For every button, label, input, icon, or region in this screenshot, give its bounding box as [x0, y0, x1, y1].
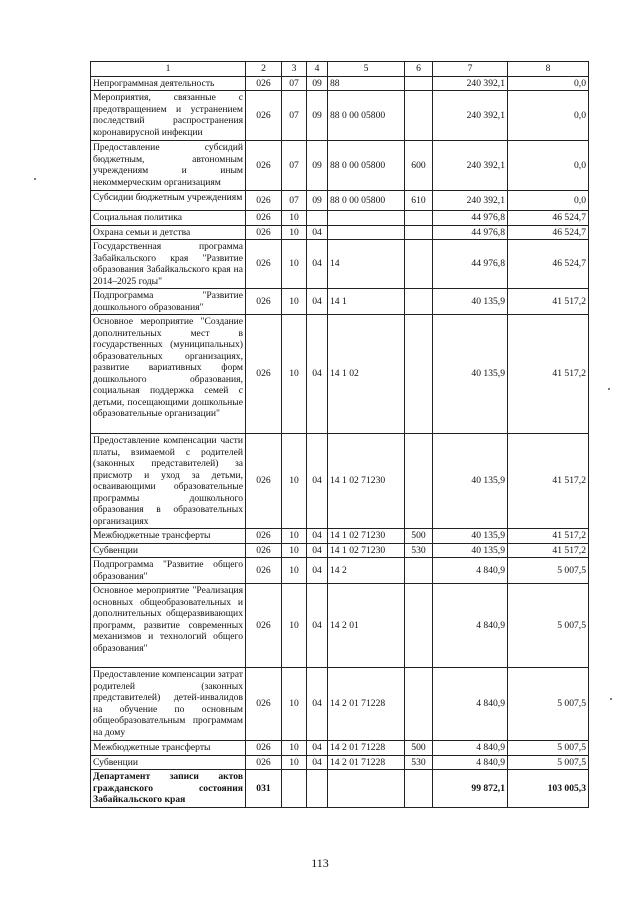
- row-amount-2024: 240 392,1: [433, 141, 508, 191]
- row-subsection: 04: [307, 741, 328, 756]
- row-amount-2025: 41 517,2: [508, 543, 589, 558]
- row-admin-code: 026: [246, 584, 282, 668]
- row-name: Подпрограмма "Развитие дошкольного образования": [91, 289, 246, 315]
- budget-table: [90, 61, 589, 808]
- row-target-article: 14 2 01 71228: [328, 741, 405, 756]
- row-target-article: 14 1 02 71230: [328, 529, 405, 544]
- row-section: 10: [282, 225, 307, 240]
- row-name: Подпрограмма "Развитие общего образования": [91, 558, 246, 584]
- row-expense-type: [405, 225, 433, 240]
- table-row: [91, 211, 589, 226]
- row-subsection: 09: [307, 141, 328, 191]
- row-section: 10: [282, 543, 307, 558]
- row-target-article: [328, 211, 405, 226]
- row-amount-2024: 4 840,9: [433, 668, 508, 741]
- row-name: Межбюджетные трансферты: [91, 741, 246, 756]
- row-subsection: 09: [307, 191, 328, 211]
- row-amount-2025: 103 005,3: [508, 770, 589, 808]
- table-row: [91, 770, 589, 808]
- row-admin-code: 026: [246, 529, 282, 544]
- row-admin-code: 026: [246, 755, 282, 770]
- row-subsection: [307, 211, 328, 226]
- row-target-article: 88 0 00 05800: [328, 191, 405, 211]
- row-admin-code: 026: [246, 668, 282, 741]
- row-subsection: 04: [307, 315, 328, 434]
- row-section: 10: [282, 558, 307, 584]
- row-target-article: 14 2 01 71228: [328, 755, 405, 770]
- table-header-row: [91, 62, 589, 77]
- row-subsection: 04: [307, 668, 328, 741]
- row-target-article: 14 2 01: [328, 584, 405, 668]
- row-amount-2025: 41 517,2: [508, 315, 589, 434]
- row-subsection: 04: [307, 584, 328, 668]
- row-subsection: 04: [307, 543, 328, 558]
- table-row: [91, 543, 589, 558]
- row-section: 10: [282, 315, 307, 434]
- row-subsection: [307, 770, 328, 808]
- row-admin-code: 026: [246, 543, 282, 558]
- row-subsection: 04: [307, 225, 328, 240]
- header-col-2: 2: [246, 62, 282, 77]
- row-amount-2024: 240 392,1: [433, 91, 508, 141]
- page-number: 113: [311, 856, 329, 870]
- row-admin-code: 026: [246, 211, 282, 226]
- row-expense-type: [405, 76, 433, 91]
- row-amount-2024: 240 392,1: [433, 76, 508, 91]
- row-expense-type: 530: [405, 543, 433, 558]
- row-name: Непрограммная деятельность: [91, 76, 246, 91]
- row-section: 10: [282, 668, 307, 741]
- table-row: [91, 289, 589, 315]
- row-subsection: 04: [307, 434, 328, 529]
- table-row: [91, 584, 589, 668]
- row-section: 07: [282, 91, 307, 141]
- row-target-article: 14: [328, 240, 405, 289]
- table-row: [91, 240, 589, 289]
- table-row: [91, 741, 589, 756]
- row-section: 07: [282, 141, 307, 191]
- row-target-article: 88 0 00 05800: [328, 141, 405, 191]
- row-name: Предоставление компенсации затрат родителей (законных представителей) детей-инвалидов на обучение по основным общеобразовательным программам на дому: [91, 668, 246, 741]
- row-amount-2024: 40 135,9: [433, 434, 508, 529]
- table-row: [91, 529, 589, 544]
- row-section: 07: [282, 191, 307, 211]
- header-col-5: 5: [328, 62, 405, 77]
- row-name: Мероприятия, связанные с предотвращением и устранением последствий распространения коронавирусной инфекции: [91, 91, 246, 141]
- row-section: 07: [282, 76, 307, 91]
- row-expense-type: 500: [405, 529, 433, 544]
- header-col-3: 3: [282, 62, 307, 77]
- row-amount-2025: 5 007,5: [508, 584, 589, 668]
- row-name: Субвенции: [91, 755, 246, 770]
- row-name: Субвенции: [91, 543, 246, 558]
- row-name: Социальная политика: [91, 211, 246, 226]
- row-expense-type: 500: [405, 741, 433, 756]
- row-target-article: 14 2: [328, 558, 405, 584]
- row-amount-2024: 99 872,1: [433, 770, 508, 808]
- header-col-8: 8: [508, 62, 589, 77]
- row-expense-type: [405, 91, 433, 141]
- row-name: Основное мероприятие "Реализация основных общеобразовательных и дополнительных общеразвивающих программ, развитие современных механизмов и технологий общего образования": [91, 584, 246, 668]
- row-amount-2025: 41 517,2: [508, 434, 589, 529]
- row-expense-type: [405, 434, 433, 529]
- row-target-article: 88 0 00 05800: [328, 91, 405, 141]
- row-amount-2024: 4 840,9: [433, 584, 508, 668]
- row-target-article: [328, 770, 405, 808]
- row-amount-2024: 4 840,9: [433, 741, 508, 756]
- table-row: [91, 191, 589, 211]
- row-admin-code: 026: [246, 191, 282, 211]
- row-amount-2025: 46 524,7: [508, 225, 589, 240]
- row-section: 10: [282, 211, 307, 226]
- row-admin-code: 026: [246, 141, 282, 191]
- table-row: [91, 76, 589, 91]
- row-subsection: 04: [307, 755, 328, 770]
- row-target-article: 14 1 02 71230: [328, 543, 405, 558]
- row-target-article: 88: [328, 76, 405, 91]
- row-expense-type: 600: [405, 141, 433, 191]
- row-expense-type: 610: [405, 191, 433, 211]
- row-admin-code: 026: [246, 240, 282, 289]
- row-amount-2024: 40 135,9: [433, 543, 508, 558]
- row-admin-code: 026: [246, 76, 282, 91]
- row-section: 10: [282, 584, 307, 668]
- table-row: [91, 225, 589, 240]
- row-name: Департамент записи актов гражданского состояния Забайкальского края: [91, 770, 246, 808]
- row-expense-type: [405, 289, 433, 315]
- row-amount-2024: 44 976,8: [433, 225, 508, 240]
- table-row: [91, 315, 589, 434]
- row-amount-2025: 0,0: [508, 191, 589, 211]
- scan-speck: [608, 388, 610, 390]
- row-amount-2024: 40 135,9: [433, 289, 508, 315]
- row-amount-2024: 4 840,9: [433, 558, 508, 584]
- row-name: Субсидии бюджетным учреждениям: [91, 191, 246, 211]
- row-name: Основное мероприятие "Создание дополнительных мест в государственных (муниципальных) образовательных организациях, развитие вариативных форм дошкольного образования, социальная поддержка семей с детьми, посещающими дошкольные образовательные организации": [91, 315, 246, 434]
- scan-speck: [34, 178, 36, 180]
- scan-speck: [610, 698, 612, 700]
- table-row: [91, 755, 589, 770]
- row-name: Предоставление субсидий бюджетным, автономным учреждениям и иным некоммерческим организациям: [91, 141, 246, 191]
- row-amount-2025: 41 517,2: [508, 529, 589, 544]
- row-target-article: 14 1 02 71230: [328, 434, 405, 529]
- row-admin-code: 026: [246, 315, 282, 434]
- row-expense-type: [405, 584, 433, 668]
- row-subsection: 04: [307, 240, 328, 289]
- row-expense-type: [405, 315, 433, 434]
- row-amount-2025: 5 007,5: [508, 558, 589, 584]
- row-section: 10: [282, 434, 307, 529]
- row-admin-code: 026: [246, 225, 282, 240]
- row-name: Предоставление компенсации части платы, взимаемой с родителей (законных представителей) за присмотр и уход за детьми, осваивающими образовательные программы дошкольного образования в образовательных организациях: [91, 434, 246, 529]
- row-amount-2025: 5 007,5: [508, 668, 589, 741]
- row-expense-type: 530: [405, 755, 433, 770]
- row-name: Охрана семьи и детства: [91, 225, 246, 240]
- row-target-article: 14 1: [328, 289, 405, 315]
- header-col-7: 7: [433, 62, 508, 77]
- row-amount-2024: 4 840,9: [433, 755, 508, 770]
- row-amount-2024: 44 976,8: [433, 211, 508, 226]
- table-row: [91, 558, 589, 584]
- row-subsection: 09: [307, 91, 328, 141]
- row-amount-2025: 0,0: [508, 141, 589, 191]
- row-subsection: 04: [307, 289, 328, 315]
- row-admin-code: 031: [246, 770, 282, 808]
- row-section: 10: [282, 529, 307, 544]
- row-expense-type: [405, 240, 433, 289]
- row-expense-type: [405, 668, 433, 741]
- row-amount-2025: 46 524,7: [508, 240, 589, 289]
- row-amount-2025: 0,0: [508, 76, 589, 91]
- row-admin-code: 026: [246, 741, 282, 756]
- row-amount-2025: 41 517,2: [508, 289, 589, 315]
- row-name: Межбюджетные трансферты: [91, 529, 246, 544]
- row-amount-2024: 40 135,9: [433, 315, 508, 434]
- row-subsection: 04: [307, 558, 328, 584]
- row-admin-code: 026: [246, 434, 282, 529]
- row-section: 10: [282, 240, 307, 289]
- row-expense-type: [405, 211, 433, 226]
- table-row: [91, 141, 589, 191]
- table-row: [91, 91, 589, 141]
- row-subsection: 04: [307, 529, 328, 544]
- row-amount-2024: 240 392,1: [433, 191, 508, 211]
- row-target-article: 14 1 02: [328, 315, 405, 434]
- row-admin-code: 026: [246, 558, 282, 584]
- header-col-6: 6: [405, 62, 433, 77]
- row-admin-code: 026: [246, 289, 282, 315]
- row-amount-2025: 5 007,5: [508, 755, 589, 770]
- header-col-4: 4: [307, 62, 328, 77]
- row-amount-2025: 5 007,5: [508, 741, 589, 756]
- row-section: 10: [282, 755, 307, 770]
- row-amount-2024: 44 976,8: [433, 240, 508, 289]
- row-section: 10: [282, 289, 307, 315]
- header-col-1: 1: [91, 62, 246, 77]
- row-expense-type: [405, 770, 433, 808]
- row-amount-2024: 40 135,9: [433, 529, 508, 544]
- row-target-article: [328, 225, 405, 240]
- row-amount-2025: 0,0: [508, 91, 589, 141]
- table-row: [91, 434, 589, 529]
- row-expense-type: [405, 558, 433, 584]
- row-name: Государственная программа Забайкальского края "Развитие образования Забайкальского края на 2014–2025 годы": [91, 240, 246, 289]
- row-section: 10: [282, 741, 307, 756]
- row-subsection: 09: [307, 76, 328, 91]
- row-target-article: 14 2 01 71228: [328, 668, 405, 741]
- row-admin-code: 026: [246, 91, 282, 141]
- table-row: [91, 668, 589, 741]
- row-section: [282, 770, 307, 808]
- row-amount-2025: 46 524,7: [508, 211, 589, 226]
